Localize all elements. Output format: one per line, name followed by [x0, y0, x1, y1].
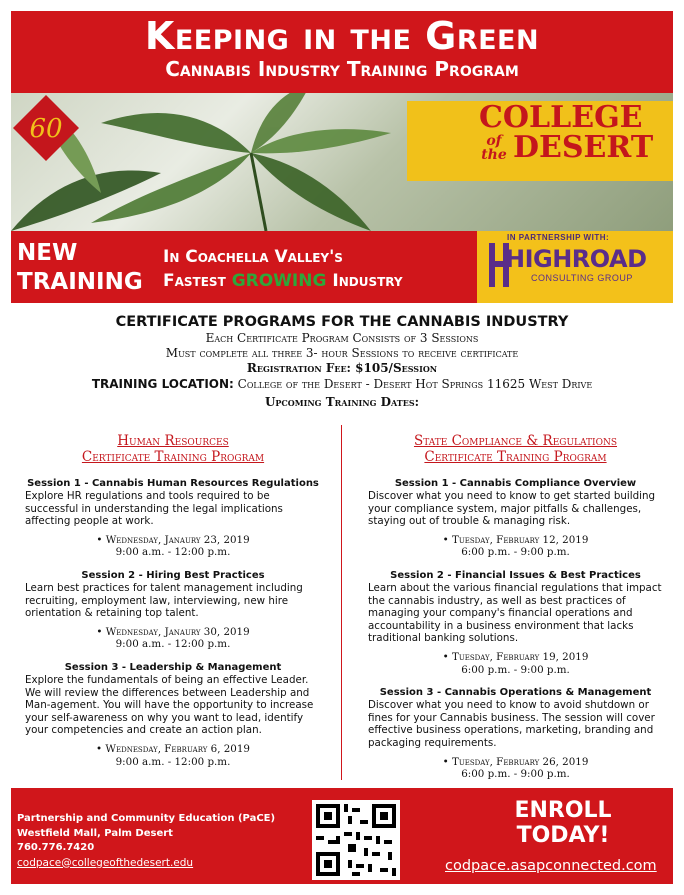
enroll-today-cta: ENROLL TODAY! [514, 798, 612, 848]
logo-desert-word: DESERT [513, 130, 654, 165]
highroad-name: HIGHROAD [505, 245, 647, 273]
completion-requirement-line: Must complete all three 3- hour Sessions to receive certificate [165, 346, 519, 360]
session-description: Discover what you need to know to avoid shutdown or fines for your Cannabis business. The session will cover effective business operations, marketing, branding and packaging requirements. [368, 699, 655, 749]
consulting-group-label: CONSULTING GROUP [531, 273, 633, 283]
partnership-label: IN PARTNERSHIP WITH: [507, 233, 610, 242]
session-date: • Wednesday, February 6, 2019 [96, 742, 250, 755]
session-description: Discover what you need to know to get started building your compliance system, major pitfalls & challenges, staying out of trouble & managing risk. [368, 490, 656, 528]
tagline-line-1: In Coachella Valley's [163, 247, 343, 267]
session-card [368, 477, 663, 559]
session-description: Explore HR regulations and tools required to be successful in understanding the legal implications affecting people at work. [25, 490, 283, 528]
registration-fee-line: Registration Fee: $105/Session [246, 361, 438, 375]
session-card [368, 686, 663, 781]
org-name: Partnership and Community Education (PaCE) [17, 813, 276, 824]
training-location-value: College of the Desert - Desert Hot Springs 11625 West Drive [237, 377, 593, 391]
sixty-years-badge-icon [11, 93, 81, 163]
session-title: Session 1 - Cannabis Human Resources Regulations [27, 478, 319, 489]
session-card [368, 569, 663, 676]
header-banner [11, 11, 673, 93]
compliance-program-column [368, 433, 663, 791]
session-time: 6:00 p.m. - 9:00 p.m. [461, 768, 570, 781]
session-title: Session 3 - Cannabis Operations & Management [379, 687, 652, 699]
page-title: Keeping in the Green [144, 14, 540, 58]
qr-code-icon[interactable] [312, 800, 400, 880]
new-word: NEW [17, 240, 78, 266]
session-description: Explore the fundamentals of being an effective Leader. We will review the differences between Leadership and Man-agement. You will have the opportunity to increase your self-awareness on why you want to lead, identify your competencies and create an action plan. [25, 673, 314, 737]
hr-program-column [25, 433, 321, 778]
session-description: Learn best practices for talent management including recruiting, employment law, interviewing, new hire orientation & retaining top talent. [25, 581, 303, 620]
session-time: 9:00 a.m. - 12:00 p.m. [115, 638, 231, 651]
page-subtitle: Cannabis Industry Training Program [165, 57, 519, 81]
training-word: TRAINING [17, 269, 143, 295]
session-title: Session 2 - Hiring Best Practices [81, 569, 265, 581]
tagline-line-2: Fastest GROWING Industry [163, 271, 403, 291]
session-description: Learn about the various financial regulations that impact the cannabis industry, as well as best practices of managing your company's financial operations and accountability in a business environment that lacks traditional banking solutions. [368, 581, 662, 645]
upcoming-dates-heading: Upcoming Training Dates: [264, 395, 420, 409]
session-title: Session 3 - Leadership & Management [64, 661, 282, 673]
footer-bar [11, 788, 673, 884]
session-time: 6:00 p.m. - 9:00 p.m. [461, 546, 570, 559]
email-link[interactable]: codpace@collegeofthedesert.edu [17, 856, 194, 869]
contact-info [17, 812, 275, 870]
new-training-label [17, 239, 143, 297]
org-address: Westfield Mall, Palm Desert [17, 827, 173, 839]
growing-highlight: GROWING [231, 271, 327, 291]
session-card [25, 661, 321, 768]
registration-fee-value: $105/Session [355, 361, 438, 375]
session-card [25, 569, 321, 651]
college-of-the-desert-logo [479, 100, 654, 165]
training-location-line: TRAINING LOCATION: College of the Desert - Desert Hot Springs 11625 West Drive [91, 377, 593, 391]
tagline [163, 245, 403, 293]
svg-text:60: 60 [29, 114, 63, 144]
session-time: 6:00 p.m. - 9:00 p.m. [461, 663, 570, 676]
org-phone: 760.776.7420 [17, 842, 95, 853]
program-info [0, 313, 684, 412]
session-date: • Tuesday, February 19, 2019 [442, 650, 589, 663]
certificate-programs-title: CERTIFICATE PROGRAMS FOR THE CANNABIS INDUSTRY [115, 314, 569, 330]
session-title: Session 1 - Cannabis Compliance Overview [394, 478, 637, 489]
session-date: • Wednesday, Janaury 30, 2019 [96, 625, 250, 638]
hr-program-title: Human Resources Certificate Training Program [81, 433, 265, 465]
session-date: • Tuesday, February 12, 2019 [442, 533, 589, 546]
logo-of-the-word: of the [481, 133, 507, 163]
new-training-bar [11, 231, 673, 303]
session-date: • Wednesday, Janaury 23, 2019 [96, 533, 250, 546]
session-card [25, 477, 321, 559]
cannabis-banner-image [11, 93, 673, 231]
session-title: Session 2 - Financial Issues & Best Practices [390, 569, 641, 581]
compliance-program-title: State Compliance & Regulations Certificate Training Program [413, 433, 618, 465]
sessions-count-line: Each Certificate Program Consists of 3 Sessions [205, 331, 479, 345]
highroad-partner-logo [477, 231, 673, 303]
session-time: 9:00 a.m. - 12:00 p.m. [115, 755, 231, 768]
logo-college-word: COLLEGE [479, 100, 643, 135]
session-date: • Tuesday, February 26, 2019 [442, 755, 589, 768]
column-divider [341, 425, 342, 780]
enroll-website-link[interactable]: codpace.asapconnected.com [445, 858, 657, 874]
session-time: 9:00 a.m. - 12:00 p.m. [115, 546, 231, 559]
